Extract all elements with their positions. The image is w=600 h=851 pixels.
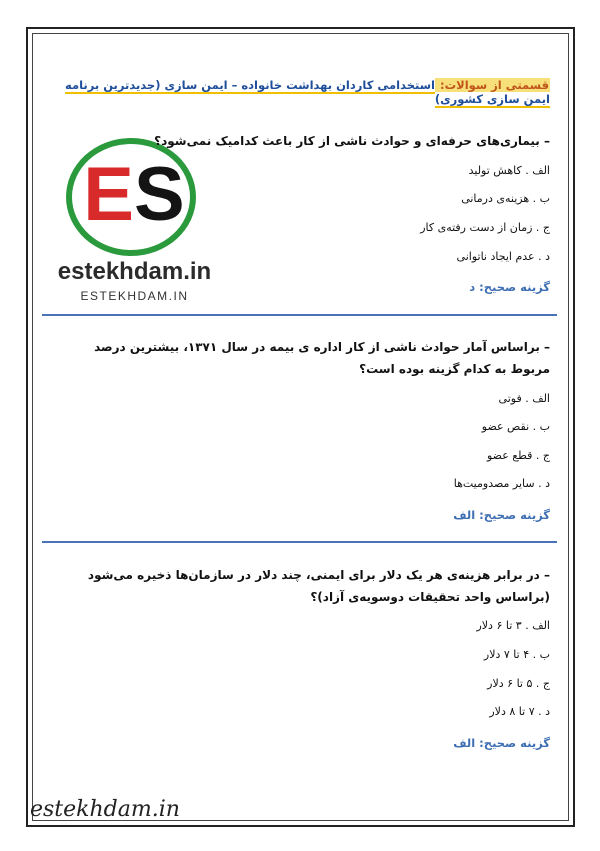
q2-option-a: الف . فوتی bbox=[498, 392, 550, 405]
separator-2 bbox=[42, 541, 557, 543]
header-prefix: قسمتی از سوالات: bbox=[435, 78, 549, 92]
q2-answer: گزینه صحیح: الف bbox=[453, 508, 550, 522]
q3-option-c: ج . ۵ تا ۶ دلار bbox=[487, 677, 550, 690]
q1-answer: گزینه صحیح: د bbox=[469, 280, 550, 294]
logo-letter-s: S bbox=[134, 152, 185, 237]
q2-option-d: د . سایر مصدومیت‌ها bbox=[453, 477, 550, 490]
logo-domain: estekhdam.in bbox=[57, 258, 212, 285]
q1-option-d: د . عدم ایجاد ناتوانی bbox=[456, 250, 550, 263]
logo-monogram bbox=[74, 149, 194, 241]
question-2: – براساس آمار حوادث ناشی از کار اداره ی بیمه در سال ۱۳۷۱، بیشترین درصد مربوط به کدام گزینه بوده است؟ bbox=[94, 340, 550, 376]
watermark: estekhdam.in bbox=[30, 797, 180, 822]
separator-1 bbox=[42, 314, 557, 316]
q2-option-b: ب . نقص عضو bbox=[481, 420, 550, 433]
page-header bbox=[50, 78, 550, 106]
question-1: – بیماری‌های حرفه‌ای و حوادث ناشی از کار باعث کدامیک نمی‌شود؟ bbox=[154, 134, 550, 148]
q1-option-b: ب . هزینه‌ی درمانی bbox=[461, 192, 550, 205]
q3-option-a: الف . ۳ تا ۶ دلار bbox=[476, 619, 550, 632]
logo-letter-e: E bbox=[83, 152, 134, 237]
q1-option-c: ج . زمان از دست رفته‌ی کار bbox=[420, 221, 550, 234]
q3-option-d: د . ۷ تا ۸ دلار bbox=[489, 705, 550, 718]
logo-domain-caps: ESTEKHDAM.IN bbox=[80, 289, 189, 303]
q2-option-c: ج . قطع عضو bbox=[486, 449, 550, 462]
question-3: – در برابر هزینه‌ی هر یک دلار برای ایمنی، چند دلار در سازمان‌ها ذخیره می‌شود (براساس واحد تحقیقات دوسویه‌ی آزاد)؟ bbox=[87, 568, 550, 604]
estekhdam-logo bbox=[42, 135, 227, 310]
q3-answer: گزینه صحیح: الف bbox=[453, 736, 550, 750]
q3-option-b: ب . ۴ تا ۷ دلار bbox=[483, 648, 550, 661]
header-title: استخدامی کاردان بهداشت خانواده – ایمن سازی (جدیدترین برنامه ایمن سازی کشوری) bbox=[64, 78, 550, 106]
q1-option-a: الف . کاهش تولید bbox=[468, 164, 550, 177]
